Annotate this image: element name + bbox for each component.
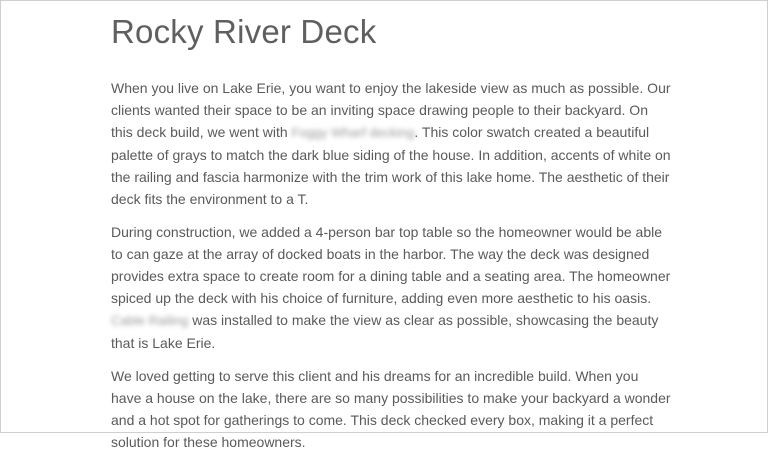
paragraph-construction-text-before: During construction, we added a 4-person bar top table so the homeowner would be able to can gaze at the array of docked boats in the harbor. The way the deck was designed provides extra space to create room for a dining table and a seating area. The homeowner spiced up the deck with his choice of furniture, adding even more aesthetic to his oasis. (111, 224, 671, 306)
paragraph-intro-text-after: . This color swatch created a beautiful palette of grays to match the dark blue siding of the house. In addition, accents of white on the railing and fascia harmonize with the trim work of this lake home. The aesthetic of their deck fits the environment to a T. (111, 124, 671, 207)
paragraph-closing: We loved getting to serve this client and his dreams for an incredible build. When you have a house on the lake, there are so many possibilities to make your backyard a wonder and a hot spot for gatherings to come. This deck checked every box, making it a perfect solution for these homeowners. (111, 368, 671, 450)
page-title: Rocky River Deck (111, 13, 377, 50)
paragraph-intro-text-before: When you live on Lake Erie, you want to enjoy the lakeside view as much as possible. Our clients wanted their space to be an inviting space drawing people to their backyard. On this deck build, we went with (111, 80, 671, 140)
blurred-railing-name: Cable Railing (111, 313, 189, 328)
paragraph-construction (111, 221, 671, 354)
blurred-product-name: Foggy Wharf decking (291, 125, 415, 140)
paragraph-intro (111, 77, 671, 210)
article-content (111, 9, 671, 453)
paragraph-construction-text-after: was installed to make the view as clear as possible, showcasing the beauty that is Lake Erie. (111, 312, 659, 351)
